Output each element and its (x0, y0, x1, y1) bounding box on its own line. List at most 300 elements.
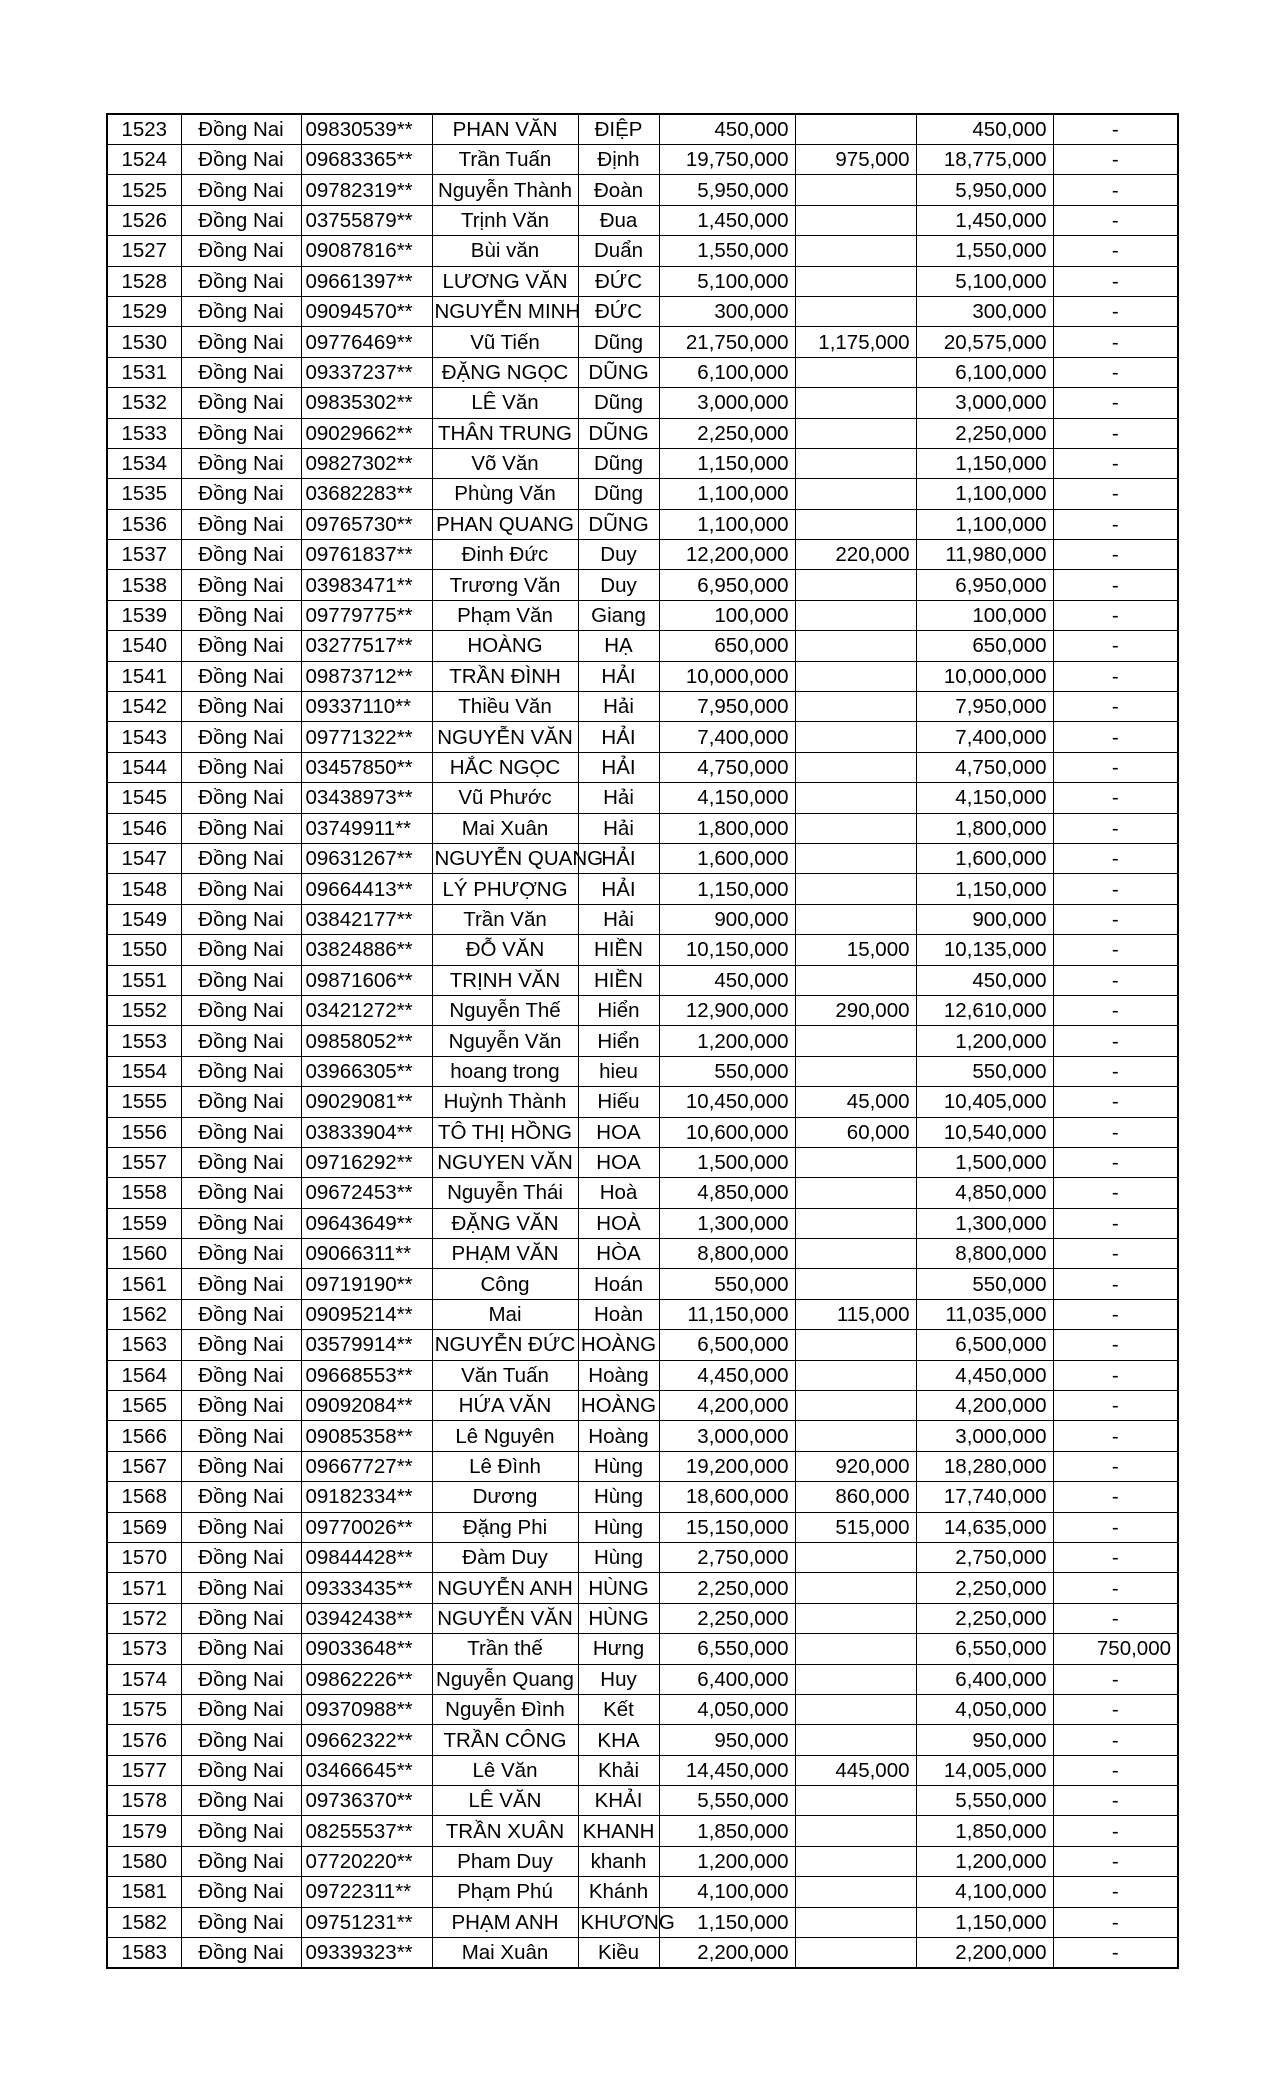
cell-given-name: Hoàng (578, 1421, 659, 1451)
cell-net-amount: 650,000 (916, 631, 1053, 661)
cell-phone-number: 08255537** (301, 1816, 432, 1846)
cell-family-name: NGUYỄN QUANG (432, 843, 578, 873)
cell-extra-amount: - (1053, 1907, 1178, 1937)
cell-net-amount: 1,150,000 (916, 448, 1053, 478)
cell-gross-amount: 1,300,000 (659, 1208, 795, 1238)
cell-province: Đồng Nai (181, 1573, 301, 1603)
cell-deduction-amount (795, 1269, 916, 1299)
cell-family-name: Nguyễn Thế (432, 995, 578, 1025)
cell-province: Đồng Nai (181, 1846, 301, 1876)
cell-gross-amount: 2,250,000 (659, 418, 795, 448)
table-row (107, 1755, 1178, 1785)
cell-province: Đồng Nai (181, 1603, 301, 1633)
cell-extra-amount: - (1053, 904, 1178, 934)
cell-net-amount: 1,800,000 (916, 813, 1053, 843)
cell-net-amount: 1,450,000 (916, 205, 1053, 235)
cell-net-amount: 4,100,000 (916, 1877, 1053, 1907)
cell-gross-amount: 1,200,000 (659, 1846, 795, 1876)
cell-net-amount: 2,750,000 (916, 1542, 1053, 1572)
cell-family-name: Vũ Tiến (432, 327, 578, 357)
cell-extra-amount: - (1053, 661, 1178, 691)
cell-row-number: 1556 (107, 1117, 181, 1147)
cell-province: Đồng Nai (181, 631, 301, 661)
cell-extra-amount: - (1053, 1421, 1178, 1451)
cell-deduction-amount (795, 570, 916, 600)
cell-given-name: KHƯƠNG (578, 1907, 659, 1937)
cell-family-name: Đàm Duy (432, 1542, 578, 1572)
cell-gross-amount: 4,850,000 (659, 1178, 795, 1208)
cell-extra-amount: - (1053, 1846, 1178, 1876)
cell-gross-amount: 1,100,000 (659, 509, 795, 539)
cell-phone-number: 09862226** (301, 1664, 432, 1694)
table-row (107, 1816, 1178, 1846)
cell-deduction-amount (795, 783, 916, 813)
cell-family-name: NGUYỄN MINH (432, 296, 578, 326)
cell-extra-amount: - (1053, 236, 1178, 266)
cell-deduction-amount (795, 357, 916, 387)
cell-phone-number: 09667727** (301, 1451, 432, 1481)
cell-gross-amount: 8,800,000 (659, 1239, 795, 1269)
cell-extra-amount: - (1053, 1056, 1178, 1086)
cell-province: Đồng Nai (181, 1451, 301, 1481)
cell-given-name: ĐỨC (578, 296, 659, 326)
cell-deduction-amount (795, 1907, 916, 1937)
cell-province: Đồng Nai (181, 1269, 301, 1299)
table-row (107, 904, 1178, 934)
cell-province: Đồng Nai (181, 813, 301, 843)
cell-province: Đồng Nai (181, 843, 301, 873)
cell-family-name: NGUYỄN VĂN (432, 1603, 578, 1633)
table-row (107, 1694, 1178, 1724)
table-row (107, 296, 1178, 326)
cell-net-amount: 6,400,000 (916, 1664, 1053, 1694)
cell-net-amount: 1,600,000 (916, 843, 1053, 873)
cell-net-amount: 4,050,000 (916, 1694, 1053, 1724)
cell-net-amount: 1,150,000 (916, 874, 1053, 904)
cell-deduction-amount (795, 509, 916, 539)
cell-phone-number: 09333435** (301, 1573, 432, 1603)
cell-row-number: 1527 (107, 236, 181, 266)
cell-family-name: Nguyễn Thành (432, 175, 578, 205)
table-row (107, 631, 1178, 661)
cell-given-name: Hùng (578, 1512, 659, 1542)
cell-given-name: HIỀN (578, 965, 659, 995)
cell-deduction-amount (795, 1877, 916, 1907)
cell-gross-amount: 7,400,000 (659, 722, 795, 752)
cell-province: Đồng Nai (181, 1664, 301, 1694)
cell-phone-number: 09668553** (301, 1360, 432, 1390)
cell-province: Đồng Nai (181, 1178, 301, 1208)
cell-phone-number: 09664413** (301, 874, 432, 904)
cell-phone-number: 09873712** (301, 661, 432, 691)
cell-given-name: HẢI (578, 874, 659, 904)
cell-phone-number: 09751231** (301, 1907, 432, 1937)
cell-family-name: Bùi văn (432, 236, 578, 266)
cell-given-name: Đua (578, 205, 659, 235)
cell-family-name: TRẦN ĐÌNH (432, 661, 578, 691)
table-row (107, 874, 1178, 904)
cell-gross-amount: 2,750,000 (659, 1542, 795, 1572)
table-row (107, 722, 1178, 752)
cell-extra-amount: - (1053, 388, 1178, 418)
cell-given-name: HẢI (578, 752, 659, 782)
cell-row-number: 1545 (107, 783, 181, 813)
cell-extra-amount: - (1053, 1512, 1178, 1542)
cell-family-name: hoang trong (432, 1056, 578, 1086)
cell-given-name: HÙNG (578, 1573, 659, 1603)
cell-given-name: Hiển (578, 1026, 659, 1056)
cell-row-number: 1577 (107, 1755, 181, 1785)
cell-phone-number: 09871606** (301, 965, 432, 995)
cell-row-number: 1541 (107, 661, 181, 691)
cell-province: Đồng Nai (181, 1087, 301, 1117)
cell-row-number: 1528 (107, 266, 181, 296)
cell-phone-number: 03755879** (301, 205, 432, 235)
cell-net-amount: 7,400,000 (916, 722, 1053, 752)
cell-deduction-amount: 220,000 (795, 540, 916, 570)
cell-extra-amount: - (1053, 1299, 1178, 1329)
cell-gross-amount: 100,000 (659, 600, 795, 630)
cell-extra-amount: - (1053, 1178, 1178, 1208)
table-row (107, 1482, 1178, 1512)
cell-gross-amount: 4,050,000 (659, 1694, 795, 1724)
cell-deduction-amount: 115,000 (795, 1299, 916, 1329)
cell-given-name: hieu (578, 1056, 659, 1086)
cell-net-amount: 6,950,000 (916, 570, 1053, 600)
cell-net-amount: 550,000 (916, 1056, 1053, 1086)
table-row (107, 965, 1178, 995)
cell-extra-amount: - (1053, 1269, 1178, 1299)
cell-extra-amount: 750,000 (1053, 1634, 1178, 1664)
cell-given-name: HOÀNG (578, 1330, 659, 1360)
cell-row-number: 1546 (107, 813, 181, 843)
cell-extra-amount: - (1053, 752, 1178, 782)
cell-deduction-amount (795, 175, 916, 205)
cell-phone-number: 09722311** (301, 1877, 432, 1907)
cell-deduction-amount (795, 236, 916, 266)
cell-given-name: Hiếu (578, 1087, 659, 1117)
cell-gross-amount: 1,500,000 (659, 1147, 795, 1177)
cell-province: Đồng Nai (181, 1786, 301, 1816)
cell-gross-amount: 300,000 (659, 296, 795, 326)
cell-row-number: 1583 (107, 1938, 181, 1969)
cell-phone-number: 09761837** (301, 540, 432, 570)
table-row (107, 448, 1178, 478)
cell-given-name: Kết (578, 1694, 659, 1724)
table-row (107, 752, 1178, 782)
table-row (107, 357, 1178, 387)
cell-extra-amount: - (1053, 1542, 1178, 1572)
cell-province: Đồng Nai (181, 692, 301, 722)
cell-gross-amount: 10,150,000 (659, 935, 795, 965)
cell-family-name: HẮC NGỌC (432, 752, 578, 782)
cell-province: Đồng Nai (181, 783, 301, 813)
cell-net-amount: 1,100,000 (916, 479, 1053, 509)
cell-extra-amount: - (1053, 296, 1178, 326)
cell-gross-amount: 450,000 (659, 114, 795, 145)
cell-family-name: ĐẶNG NGỌC (432, 357, 578, 387)
cell-family-name: Công (432, 1269, 578, 1299)
cell-extra-amount: - (1053, 1755, 1178, 1785)
cell-extra-amount: - (1053, 327, 1178, 357)
cell-row-number: 1575 (107, 1694, 181, 1724)
cell-phone-number: 09719190** (301, 1269, 432, 1299)
cell-extra-amount: - (1053, 540, 1178, 570)
table-row (107, 509, 1178, 539)
cell-family-name: Dương (432, 1482, 578, 1512)
cell-given-name: Duy (578, 540, 659, 570)
cell-phone-number: 03682283** (301, 479, 432, 509)
table-row (107, 692, 1178, 722)
cell-extra-amount: - (1053, 1239, 1178, 1269)
cell-given-name: Hoán (578, 1269, 659, 1299)
cell-deduction-amount: 45,000 (795, 1087, 916, 1117)
cell-extra-amount: - (1053, 1573, 1178, 1603)
cell-extra-amount: - (1053, 114, 1178, 145)
cell-gross-amount: 12,200,000 (659, 540, 795, 570)
cell-province: Đồng Nai (181, 266, 301, 296)
cell-net-amount: 300,000 (916, 296, 1053, 326)
cell-province: Đồng Nai (181, 1208, 301, 1238)
cell-given-name: Khánh (578, 1877, 659, 1907)
table-row (107, 1117, 1178, 1147)
cell-net-amount: 4,450,000 (916, 1360, 1053, 1390)
cell-gross-amount: 3,000,000 (659, 388, 795, 418)
cell-row-number: 1529 (107, 296, 181, 326)
cell-deduction-amount (795, 874, 916, 904)
cell-extra-amount: - (1053, 418, 1178, 448)
cell-family-name: PHAN VĂN (432, 114, 578, 145)
cell-given-name: HOA (578, 1117, 659, 1147)
cell-gross-amount: 1,150,000 (659, 1907, 795, 1937)
cell-row-number: 1579 (107, 1816, 181, 1846)
cell-family-name: Huỳnh Thành (432, 1087, 578, 1117)
table-row (107, 1360, 1178, 1390)
cell-net-amount: 18,775,000 (916, 145, 1053, 175)
cell-family-name: PHẠM VĂN (432, 1239, 578, 1269)
cell-family-name: THÂN TRUNG (432, 418, 578, 448)
cell-extra-amount: - (1053, 722, 1178, 752)
cell-net-amount: 1,200,000 (916, 1846, 1053, 1876)
cell-gross-amount: 2,250,000 (659, 1603, 795, 1633)
cell-given-name: HÒA (578, 1239, 659, 1269)
cell-province: Đồng Nai (181, 1147, 301, 1177)
cell-given-name: Định (578, 145, 659, 175)
cell-net-amount: 17,740,000 (916, 1482, 1053, 1512)
cell-given-name: HẢI (578, 843, 659, 873)
cell-deduction-amount: 1,175,000 (795, 327, 916, 357)
cell-net-amount: 4,200,000 (916, 1391, 1053, 1421)
cell-phone-number: 07720220** (301, 1846, 432, 1876)
cell-deduction-amount (795, 600, 916, 630)
cell-row-number: 1539 (107, 600, 181, 630)
cell-province: Đồng Nai (181, 935, 301, 965)
cell-deduction-amount (795, 1421, 916, 1451)
cell-net-amount: 20,575,000 (916, 327, 1053, 357)
cell-extra-amount: - (1053, 843, 1178, 873)
cell-given-name: HOÀNG (578, 1391, 659, 1421)
cell-row-number: 1571 (107, 1573, 181, 1603)
cell-phone-number: 09776469** (301, 327, 432, 357)
cell-given-name: Dũng (578, 388, 659, 418)
cell-given-name: HIỀN (578, 935, 659, 965)
cell-gross-amount: 4,450,000 (659, 1360, 795, 1390)
cell-province: Đồng Nai (181, 1026, 301, 1056)
cell-net-amount: 5,100,000 (916, 266, 1053, 296)
cell-phone-number: 09716292** (301, 1147, 432, 1177)
cell-row-number: 1543 (107, 722, 181, 752)
cell-phone-number: 03438973** (301, 783, 432, 813)
cell-phone-number: 03983471** (301, 570, 432, 600)
cell-phone-number: 09094570** (301, 296, 432, 326)
cell-extra-amount: - (1053, 935, 1178, 965)
cell-gross-amount: 450,000 (659, 965, 795, 995)
table-row (107, 1299, 1178, 1329)
cell-row-number: 1570 (107, 1542, 181, 1572)
cell-deduction-amount (795, 1178, 916, 1208)
cell-given-name: DŨNG (578, 509, 659, 539)
cell-net-amount: 450,000 (916, 114, 1053, 145)
cell-net-amount: 10,405,000 (916, 1087, 1053, 1117)
cell-net-amount: 2,200,000 (916, 1938, 1053, 1969)
cell-net-amount: 10,135,000 (916, 935, 1053, 965)
cell-row-number: 1549 (107, 904, 181, 934)
cell-family-name: PHAN QUANG (432, 509, 578, 539)
cell-family-name: Lê Đình (432, 1451, 578, 1481)
cell-extra-amount: - (1053, 357, 1178, 387)
table-row (107, 843, 1178, 873)
cell-gross-amount: 6,500,000 (659, 1330, 795, 1360)
cell-province: Đồng Nai (181, 1907, 301, 1937)
cell-row-number: 1567 (107, 1451, 181, 1481)
cell-province: Đồng Nai (181, 1330, 301, 1360)
cell-province: Đồng Nai (181, 1391, 301, 1421)
cell-deduction-amount (795, 1573, 916, 1603)
cell-deduction-amount (795, 1056, 916, 1086)
cell-gross-amount: 650,000 (659, 631, 795, 661)
cell-family-name: Mai Xuân (432, 813, 578, 843)
cell-family-name: NGUYỄN ANH (432, 1573, 578, 1603)
cell-given-name: Hải (578, 904, 659, 934)
cell-net-amount: 100,000 (916, 600, 1053, 630)
cell-row-number: 1530 (107, 327, 181, 357)
cell-phone-number: 09844428** (301, 1542, 432, 1572)
cell-family-name: LƯƠNG VĂN (432, 266, 578, 296)
table-row (107, 327, 1178, 357)
cell-given-name: khanh (578, 1846, 659, 1876)
cell-family-name: LÊ VĂN (432, 1786, 578, 1816)
table-row (107, 1634, 1178, 1664)
cell-phone-number: 09662322** (301, 1725, 432, 1755)
cell-extra-amount: - (1053, 1877, 1178, 1907)
cell-row-number: 1560 (107, 1239, 181, 1269)
cell-deduction-amount: 860,000 (795, 1482, 916, 1512)
table-row (107, 1056, 1178, 1086)
cell-province: Đồng Nai (181, 145, 301, 175)
cell-row-number: 1523 (107, 114, 181, 145)
cell-extra-amount: - (1053, 1786, 1178, 1816)
table-row (107, 1846, 1178, 1876)
cell-phone-number: 03421272** (301, 995, 432, 1025)
table-row (107, 388, 1178, 418)
cell-family-name: Văn Tuấn (432, 1360, 578, 1390)
cell-province: Đồng Nai (181, 1755, 301, 1785)
cell-phone-number: 03966305** (301, 1056, 432, 1086)
cell-phone-number: 09765730** (301, 509, 432, 539)
cell-province: Đồng Nai (181, 1877, 301, 1907)
cell-province: Đồng Nai (181, 540, 301, 570)
cell-net-amount: 2,250,000 (916, 1603, 1053, 1633)
cell-gross-amount: 2,200,000 (659, 1938, 795, 1969)
cell-deduction-amount (795, 418, 916, 448)
cell-gross-amount: 19,200,000 (659, 1451, 795, 1481)
cell-given-name: Giang (578, 600, 659, 630)
cell-net-amount: 1,150,000 (916, 1907, 1053, 1937)
cell-phone-number: 09092084** (301, 1391, 432, 1421)
table-row (107, 1239, 1178, 1269)
cell-family-name: Trương Văn (432, 570, 578, 600)
table-row (107, 570, 1178, 600)
cell-extra-amount: - (1053, 509, 1178, 539)
cell-extra-amount: - (1053, 965, 1178, 995)
cell-family-name: Vũ Phước (432, 783, 578, 813)
cell-row-number: 1582 (107, 1907, 181, 1937)
cell-net-amount: 8,800,000 (916, 1239, 1053, 1269)
cell-given-name: Hải (578, 692, 659, 722)
cell-row-number: 1548 (107, 874, 181, 904)
cell-province: Đồng Nai (181, 1360, 301, 1390)
table-row (107, 114, 1178, 145)
cell-gross-amount: 14,450,000 (659, 1755, 795, 1785)
cell-gross-amount: 15,150,000 (659, 1512, 795, 1542)
cell-family-name: Trần Văn (432, 904, 578, 934)
cell-net-amount: 4,750,000 (916, 752, 1053, 782)
cell-province: Đồng Nai (181, 357, 301, 387)
table-row (107, 1573, 1178, 1603)
cell-extra-amount: - (1053, 205, 1178, 235)
cell-given-name: Hùng (578, 1451, 659, 1481)
cell-province: Đồng Nai (181, 1512, 301, 1542)
cell-row-number: 1536 (107, 509, 181, 539)
cell-deduction-amount (795, 1542, 916, 1572)
cell-phone-number: 03833904** (301, 1117, 432, 1147)
cell-net-amount: 1,550,000 (916, 236, 1053, 266)
cell-net-amount: 7,950,000 (916, 692, 1053, 722)
cell-phone-number: 09683365** (301, 145, 432, 175)
cell-family-name: PHẠM ANH (432, 1907, 578, 1937)
cell-phone-number: 09830539** (301, 114, 432, 145)
cell-family-name: HOÀNG (432, 631, 578, 661)
cell-deduction-amount (795, 1938, 916, 1969)
cell-row-number: 1563 (107, 1330, 181, 1360)
cell-row-number: 1580 (107, 1846, 181, 1876)
cell-row-number: 1547 (107, 843, 181, 873)
cell-net-amount: 12,610,000 (916, 995, 1053, 1025)
cell-phone-number: 09095214** (301, 1299, 432, 1329)
cell-row-number: 1578 (107, 1786, 181, 1816)
cell-row-number: 1540 (107, 631, 181, 661)
cell-extra-amount: - (1053, 1087, 1178, 1117)
cell-gross-amount: 10,450,000 (659, 1087, 795, 1117)
cell-row-number: 1561 (107, 1269, 181, 1299)
cell-phone-number: 03942438** (301, 1603, 432, 1633)
cell-province: Đồng Nai (181, 1239, 301, 1269)
cell-given-name: Duẩn (578, 236, 659, 266)
table-row (107, 1603, 1178, 1633)
cell-net-amount: 5,550,000 (916, 1786, 1053, 1816)
cell-family-name: Phạm Văn (432, 600, 578, 630)
cell-province: Đồng Nai (181, 904, 301, 934)
